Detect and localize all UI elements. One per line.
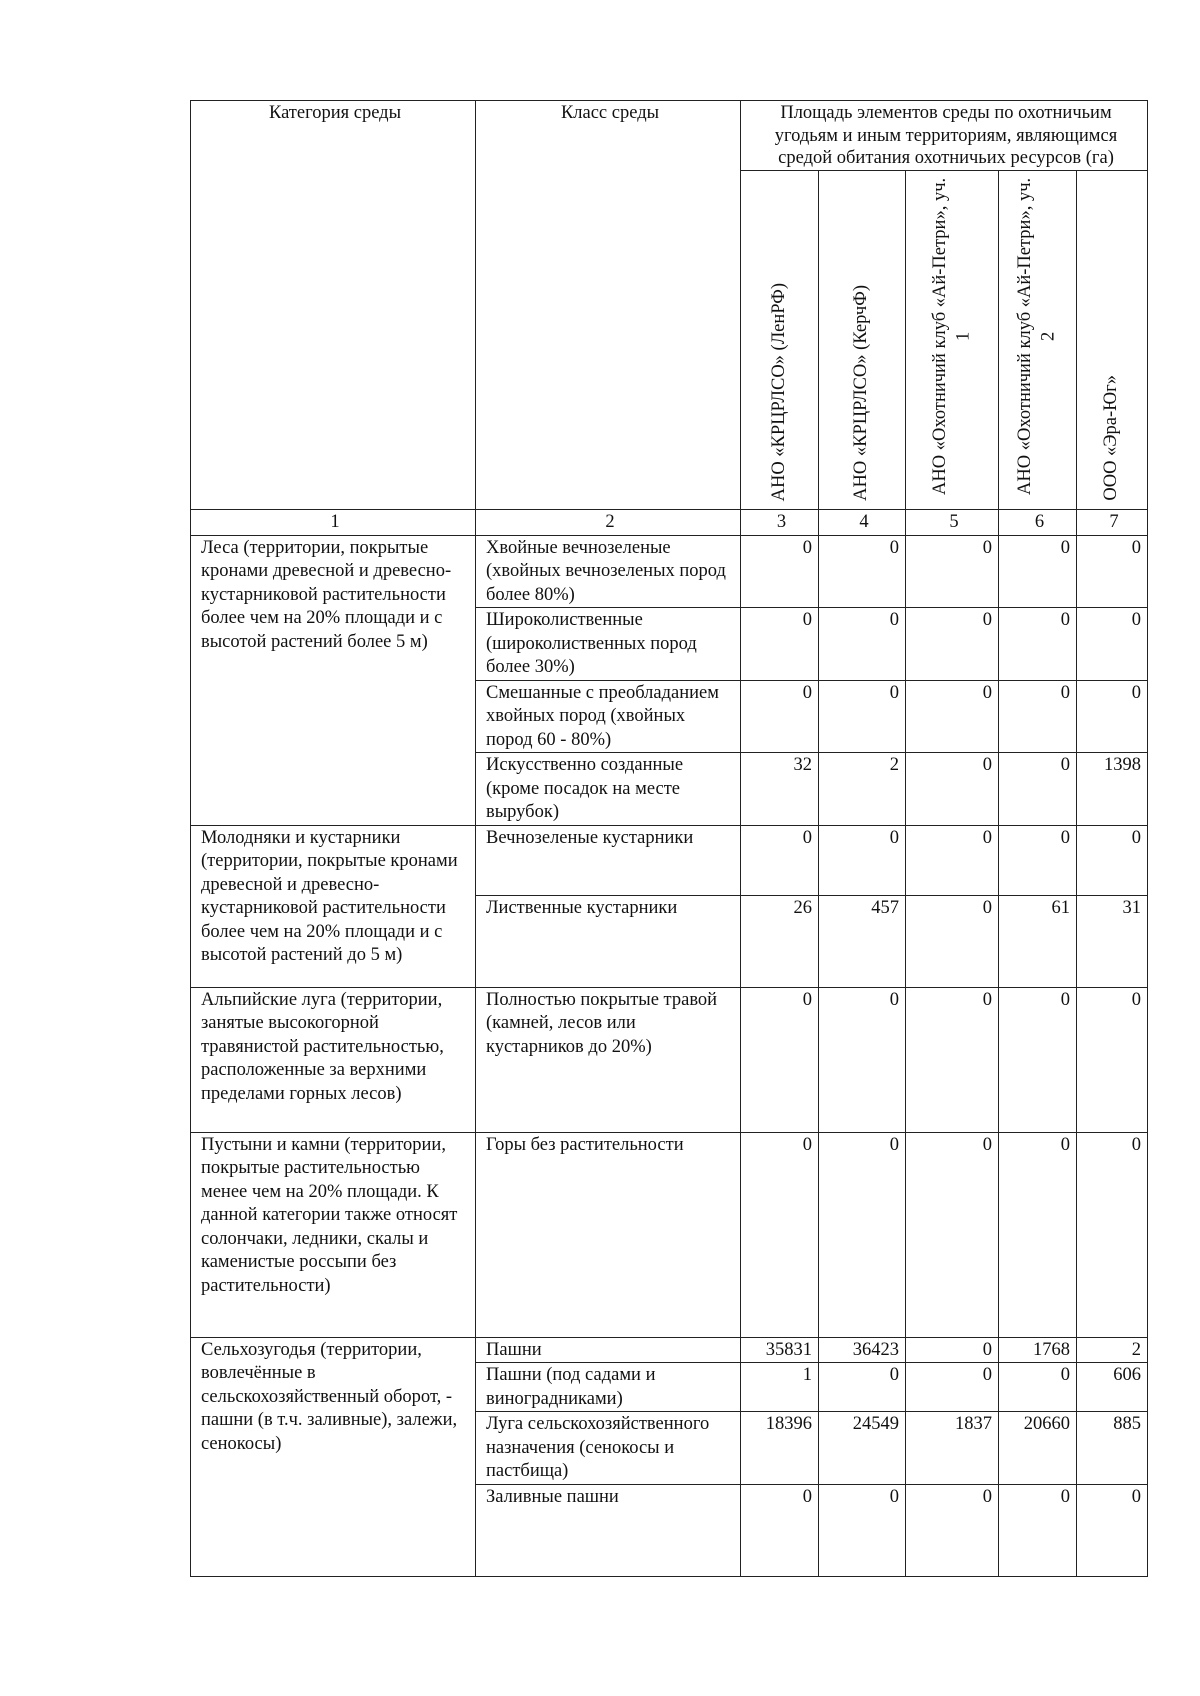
value-cell: 0 [999,753,1077,826]
value-cell: 0 [819,825,906,895]
column-number: 1 [191,510,476,536]
value-cell: 0 [1077,1484,1148,1576]
value-cell: 0 [741,1132,819,1337]
value-cell: 24549 [819,1412,906,1485]
column-number: 7 [1077,510,1148,536]
class-cell: Искусственно созданные (кроме посадок на месте вырубок) [476,753,741,826]
value-cell: 0 [906,1363,999,1412]
header-col-aipetri-2 [999,171,1077,510]
value-cell: 18396 [741,1412,819,1485]
column-number: 2 [476,510,741,536]
value-cell: 32 [741,753,819,826]
value-cell: 0 [906,608,999,681]
category-cell: Пустыни и камни (территории, покрытые растительностью менее чем на 20% площади. К данной категории также относят солончаки, ледники, скалы и каменистые россыпи без растительности) [191,1132,476,1337]
category-cell: Леса (территории, покрытые кронами древесной и древесно-кустарниковой растительности более чем на 20% площади и с высотой растений более 5 м) [191,535,476,825]
value-cell: 0 [1077,608,1148,681]
header-class: Класс среды [476,101,741,510]
value-cell: 0 [1077,1132,1148,1337]
value-cell: 0 [906,825,999,895]
value-cell: 0 [741,680,819,753]
header-row-1 [191,101,1148,171]
value-cell: 0 [819,1132,906,1337]
value-cell: 0 [1077,825,1148,895]
value-cell: 0 [1077,680,1148,753]
value-cell: 31 [1077,895,1148,987]
class-cell: Хвойные вечнозеленые (хвойных вечнозеленых пород более 80%) [476,535,741,608]
value-cell: 0 [819,608,906,681]
value-cell: 0 [999,987,1077,1132]
value-cell: 885 [1077,1412,1148,1485]
header-col-lenrf [741,171,819,510]
table-row [191,1337,1148,1363]
category-cell: Молодняки и кустарники (территории, покрытые кронами древесной и древесно-кустарниковой растительности более чем на 20% площади и с высотой растений до 5 м) [191,825,476,987]
value-cell: 35831 [741,1337,819,1363]
value-cell: 0 [819,987,906,1132]
value-cell: 0 [906,1132,999,1337]
habitat-area-table [190,100,1148,1577]
category-cell: Альпийские луга (территории, занятые высокогорной травянистой растительностью, расположенные за верхними пределами горных лесов) [191,987,476,1132]
value-cell: 1 [741,1363,819,1412]
value-cell: 0 [906,753,999,826]
value-cell: 0 [1077,535,1148,608]
class-cell: Пашни (под садами и виноградниками) [476,1363,741,1412]
class-cell: Полностью покрытые травой (камней, лесов или кустарников до 20%) [476,987,741,1132]
header-col-label: АНО «КРЦРЛСО» (ЛенРФ) [768,282,789,501]
category-cell: Сельхозугодья (территории, вовлечённые в сельскохозяйственный оборот, - пашни (в т.ч. заливные), залежи, сенокосы) [191,1337,476,1576]
column-number: 4 [819,510,906,536]
value-cell: 606 [1077,1363,1148,1412]
value-cell: 0 [1077,987,1148,1132]
value-cell: 0 [999,1484,1077,1576]
class-cell: Луга сельскохозяйственного назначения (сенокосы и пастбища) [476,1412,741,1485]
column-number: 3 [741,510,819,536]
header-category: Категория среды [191,101,476,510]
value-cell: 0 [741,608,819,681]
value-cell: 0 [906,987,999,1132]
column-number: 6 [999,510,1077,536]
value-cell: 0 [906,1337,999,1363]
value-cell: 0 [741,1484,819,1576]
column-number-row [191,510,1148,536]
value-cell: 0 [906,1484,999,1576]
class-cell: Смешанные с преобладанием хвойных пород (хвойных пород 60 - 80%) [476,680,741,753]
header-col-aipetri-1 [906,171,999,510]
value-cell: 0 [819,680,906,753]
class-cell: Заливные пашни [476,1484,741,1576]
value-cell: 0 [999,608,1077,681]
class-cell: Лиственные кустарники [476,895,741,987]
value-cell: 0 [999,1363,1077,1412]
header-col-label: АНО «КРЦРЛСО» (КерчФ) [851,285,872,501]
table-row [191,535,1148,608]
column-number: 5 [906,510,999,536]
value-cell: 26 [741,895,819,987]
value-cell: 0 [741,535,819,608]
header-col-erayug [1077,171,1148,510]
value-cell: 0 [999,1132,1077,1337]
value-cell: 457 [819,895,906,987]
value-cell: 0 [906,895,999,987]
table-row [191,987,1148,1132]
value-cell: 0 [741,825,819,895]
value-cell: 2 [819,753,906,826]
table-row [191,825,1148,895]
value-cell: 36423 [819,1337,906,1363]
header-col-label: АНО «Охотничий клуб «Ай-Петри», уч. 1 [929,177,973,495]
class-cell: Вечнозеленые кустарники [476,825,741,895]
value-cell: 0 [741,987,819,1132]
class-cell: Пашни [476,1337,741,1363]
header-col-label: ООО «Эра-Юг» [1101,375,1122,501]
value-cell: 0 [819,1484,906,1576]
header-col-label: АНО «Охотничий клуб «Ай-Петри», уч. 2 [1015,177,1059,495]
value-cell: 61 [999,895,1077,987]
value-cell: 1837 [906,1412,999,1485]
value-cell: 0 [999,535,1077,608]
value-cell: 0 [906,680,999,753]
value-cell: 1398 [1077,753,1148,826]
value-cell: 2 [1077,1337,1148,1363]
value-cell: 0 [999,825,1077,895]
table-row [191,1132,1148,1337]
header-area: Площадь элементов среды по охотничьим угодьям и иным территориям, являющимся средой обитания охотничьих ресурсов (га) [741,101,1148,171]
value-cell: 20660 [999,1412,1077,1485]
header-col-kerchf [819,171,906,510]
value-cell: 1768 [999,1337,1077,1363]
class-cell: Горы без растительности [476,1132,741,1337]
value-cell: 0 [906,535,999,608]
value-cell: 0 [819,1363,906,1412]
value-cell: 0 [999,680,1077,753]
class-cell: Широколиственные (широколиственных пород более 30%) [476,608,741,681]
value-cell: 0 [819,535,906,608]
